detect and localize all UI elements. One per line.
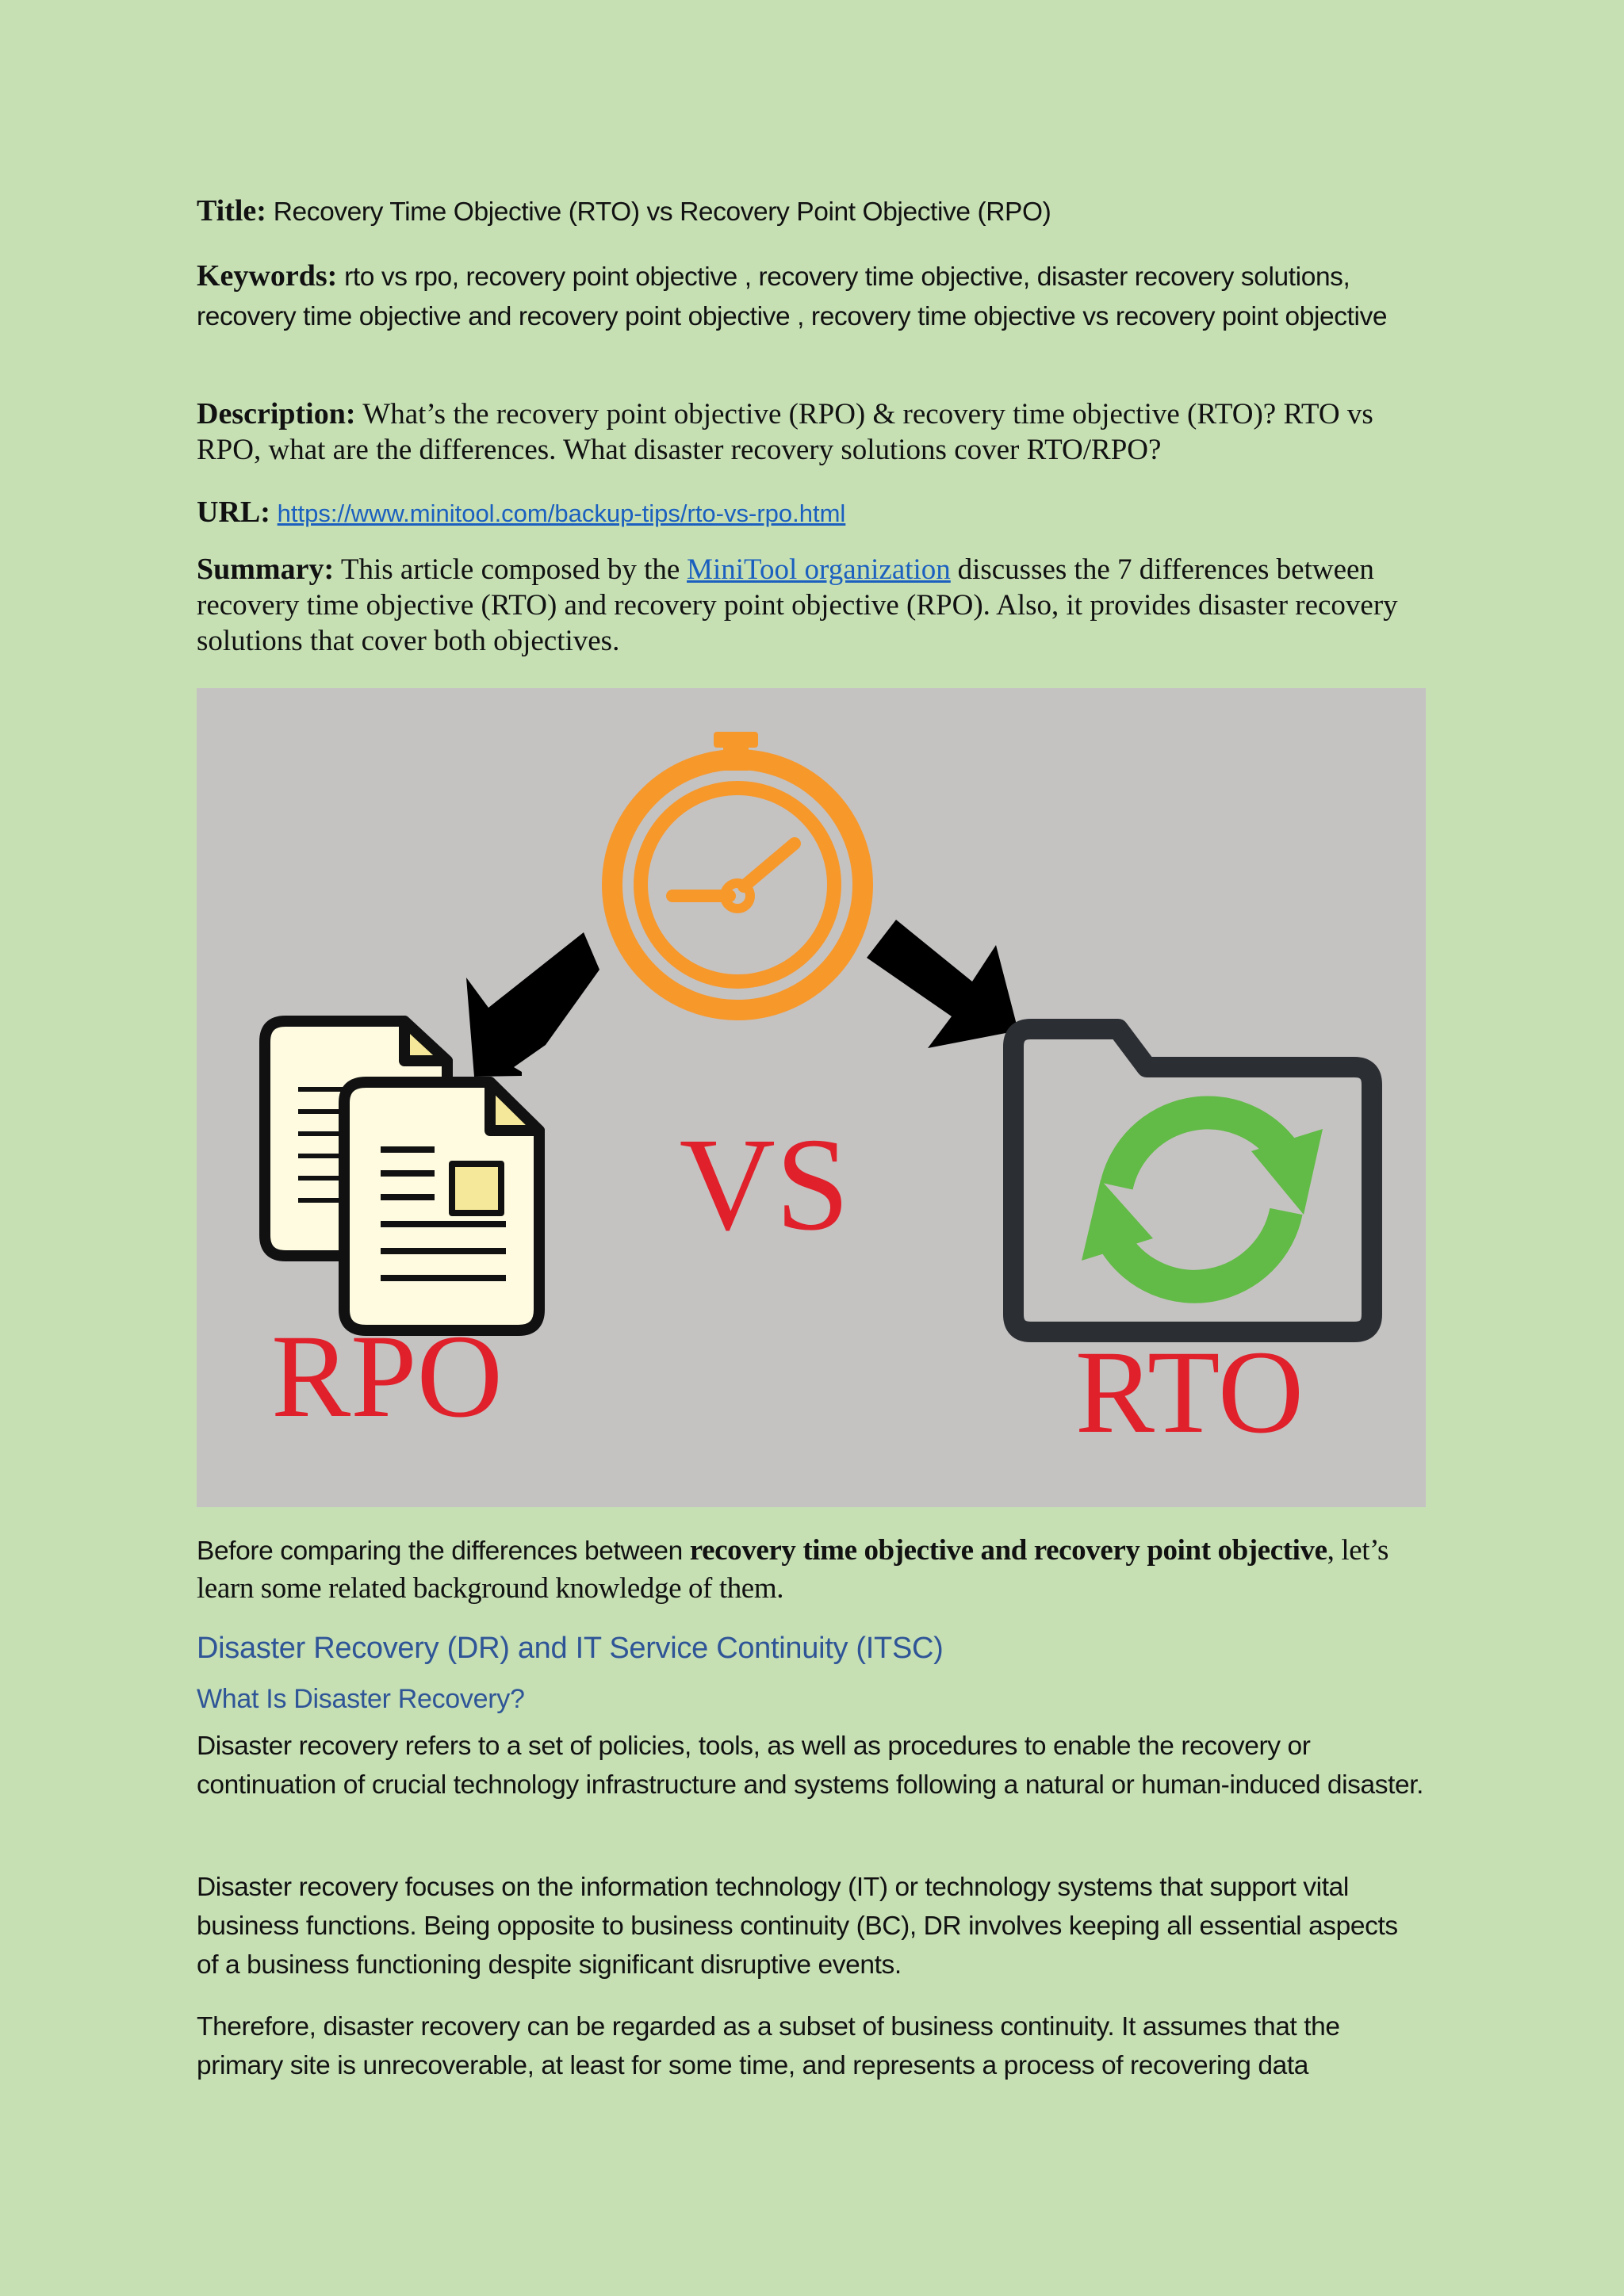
title-line <box>197 192 1426 232</box>
intro-text-before: Before comparing the differences between <box>197 1536 683 1566</box>
summary-text-after: discusses the 7 differences between recovery time objective (RTO) and recovery point objective (RPO). Also, it provides disaster recovery solutions that cover both objectives. <box>197 553 1398 657</box>
subsection-heading: What Is Disaster Recovery? <box>197 1684 525 1714</box>
paragraph-2: Disaster recovery focuses on the information technology (IT) or technology systems that support vital business functions. Being opposite to business continuity (BC), DR involves keeping all essential aspects of a business functioning despite significant disruptive events. <box>197 1873 1398 1980</box>
sync-icon <box>1116 1112 1286 1286</box>
keywords-label: Keywords: <box>197 259 338 293</box>
url-link[interactable]: https://www.minitool.com/backup-tips/rto-vs-rpo.html <box>277 499 846 527</box>
arrow-right-icon <box>867 920 1018 1048</box>
keywords-line <box>197 257 1426 336</box>
section-heading: Disaster Recovery (DR) and IT Service Continuity (ITSC) <box>197 1632 944 1665</box>
rto-label: RTO <box>1074 1326 1304 1458</box>
intro-text-after: , let’s learn some related background knowledge of them. <box>197 1534 1389 1605</box>
sync-arrowhead-bottom-icon <box>1082 1180 1153 1261</box>
url-line <box>197 493 1426 533</box>
paragraph-1: Disaster recovery refers to a set of policies, tools, as well as procedures to enable the recovery or continuation of crucial technology infrastructure and systems following a natural or human-induced disaster. <box>197 1732 1424 1800</box>
paragraph-3: Therefore, disaster recovery can be regarded as a subset of business continuity. It assumes that the primary site is unrecoverable, at least for some time, and represents a process of recovering data <box>197 2012 1340 2080</box>
rpo-vs-rto-illustration <box>197 688 1426 1507</box>
summary-text-before: This article composed by the <box>340 553 680 586</box>
keywords-value: rto vs rpo, recovery point objective , recovery time objective, disaster recovery solutions, recovery time objective and recovery point objective , recovery time objective vs recovery point objective <box>197 262 1388 331</box>
stopwatch-icon <box>612 732 863 1010</box>
summary-line <box>197 552 1426 659</box>
minitool-organization-link[interactable]: MiniTool organization <box>687 553 951 586</box>
description-label: Description: <box>197 397 356 430</box>
summary-label: Summary: <box>197 553 335 586</box>
description-line <box>197 396 1426 468</box>
vs-label: VS <box>679 1111 850 1258</box>
description-value: What’s the recovery point objective (RPO) & recovery time objective (RTO)? RTO vs RPO, what are the differences. What disaster recovery solutions cover RTO/RPO? <box>197 398 1373 466</box>
illustration-svg <box>197 688 1426 1507</box>
rpo-label: RPO <box>271 1311 503 1442</box>
title-value: Recovery Time Objective (RTO) vs Recovery Point Objective (RPO) <box>273 197 1051 227</box>
arrow-left-icon <box>466 932 599 1077</box>
url-label: URL: <box>197 496 270 529</box>
intro-paragraph <box>197 1532 1426 1608</box>
intro-bold-text: recovery time objective and recovery point objective <box>689 1534 1327 1567</box>
title-label: Title: <box>197 194 266 228</box>
